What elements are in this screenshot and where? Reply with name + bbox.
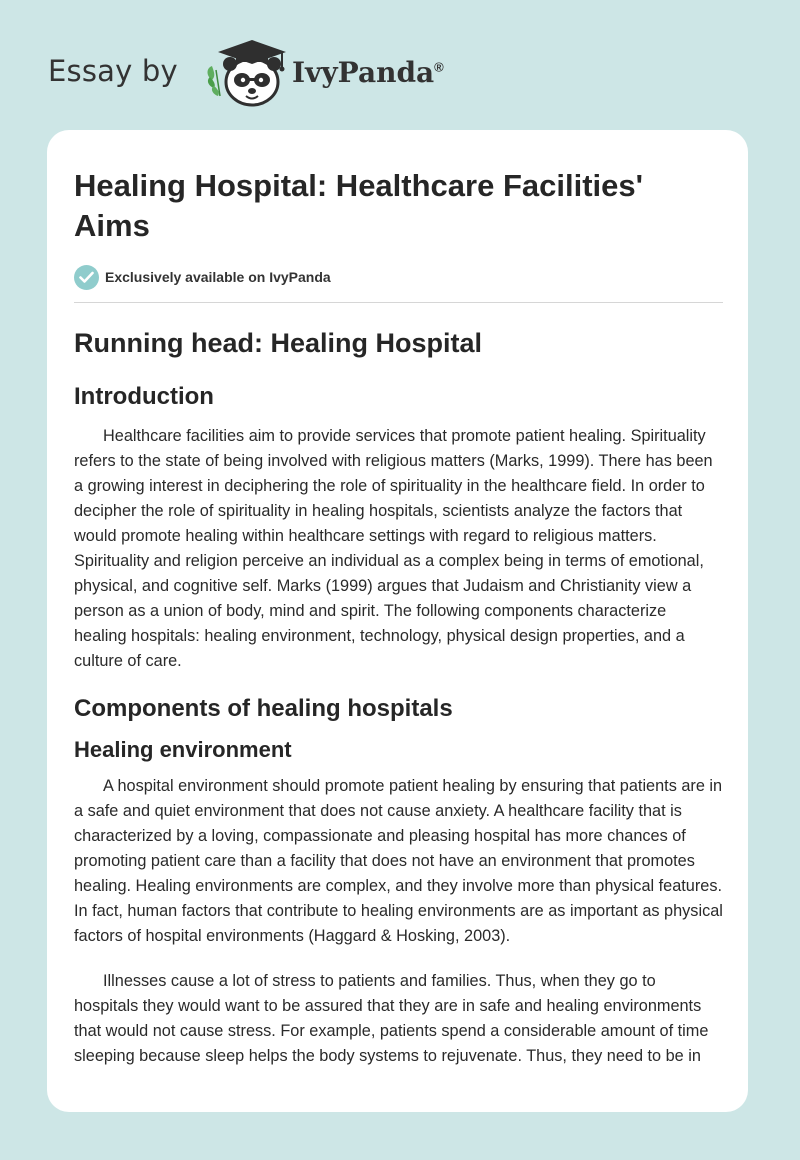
healing-environment-paragraph-1: A hospital environment should promote patient healing by ensuring that patients are in a safe and quiet environment that does not cause anxiety. A healthcare facility that is characterized by a loving, compassionate and pleasing hospital has more chances of promoting patient care than a facility that does not have an environment that promotes healing. Healing environments are complex, and they involve more than physical features. In fact, human factors that contribute to healing environments are as important as physical factors of hospital environments (Haggard & Hosking, 2003). [74, 777, 723, 945]
panda-logo-icon[interactable] [202, 36, 290, 108]
title-divider [74, 302, 723, 303]
essay-by-label: Essay by [48, 54, 178, 88]
brand-name-text: IvyPanda [292, 56, 435, 89]
essay-title: Healing Hospital: Healthcare Facilities' Aims [74, 168, 643, 243]
brand-name[interactable] [292, 56, 444, 89]
exclusive-badge-text: Exclusively available on IvyPanda [105, 269, 331, 285]
registered-mark: ® [434, 59, 444, 75]
healing-environment-paragraph-2: Illnesses cause a lot of stress to patients and families. Thus, when they go to hospitals they would want to be assured that they are in safe and healing environments that would not cause stress. For example, patients spend a considerable amount of time sleeping because sleep helps the body systems to rejuvenate. Thus, they need to be in [74, 972, 709, 1065]
exclusive-badge [74, 264, 331, 290]
components-heading: Components of healing hospitals [74, 695, 453, 722]
essay-card [47, 130, 748, 1112]
healing-environment-heading: Healing environment [74, 737, 292, 762]
introduction-heading: Introduction [74, 383, 214, 410]
essay-body [74, 326, 723, 1089]
introduction-paragraph: Healthcare facilities aim to provide services that promote patient healing. Spirituality refers to the state of being involved with religious matters (Marks, 1999). There has been a growing interest in deciphering the role of spirituality in the healthcare field. In order to decipher the role of spirituality in healing hospitals, scientists analyze the factors that would promote healing within healthcare settings with regard to religious matters. Spirituality and religion perceive an individual as a complex being in terms of emotional, physical, and cognitive self. Marks (1999) argues that Judaism and Christianity view a person as a union of body, mind and spirit. The following components characterize healing hospitals: healing environment, technology, physical design properties, and a culture of care. [74, 427, 713, 670]
brand-header [48, 36, 508, 106]
check-circle-icon [74, 265, 99, 290]
running-head-heading: Running head: Healing Hospital [74, 328, 483, 358]
